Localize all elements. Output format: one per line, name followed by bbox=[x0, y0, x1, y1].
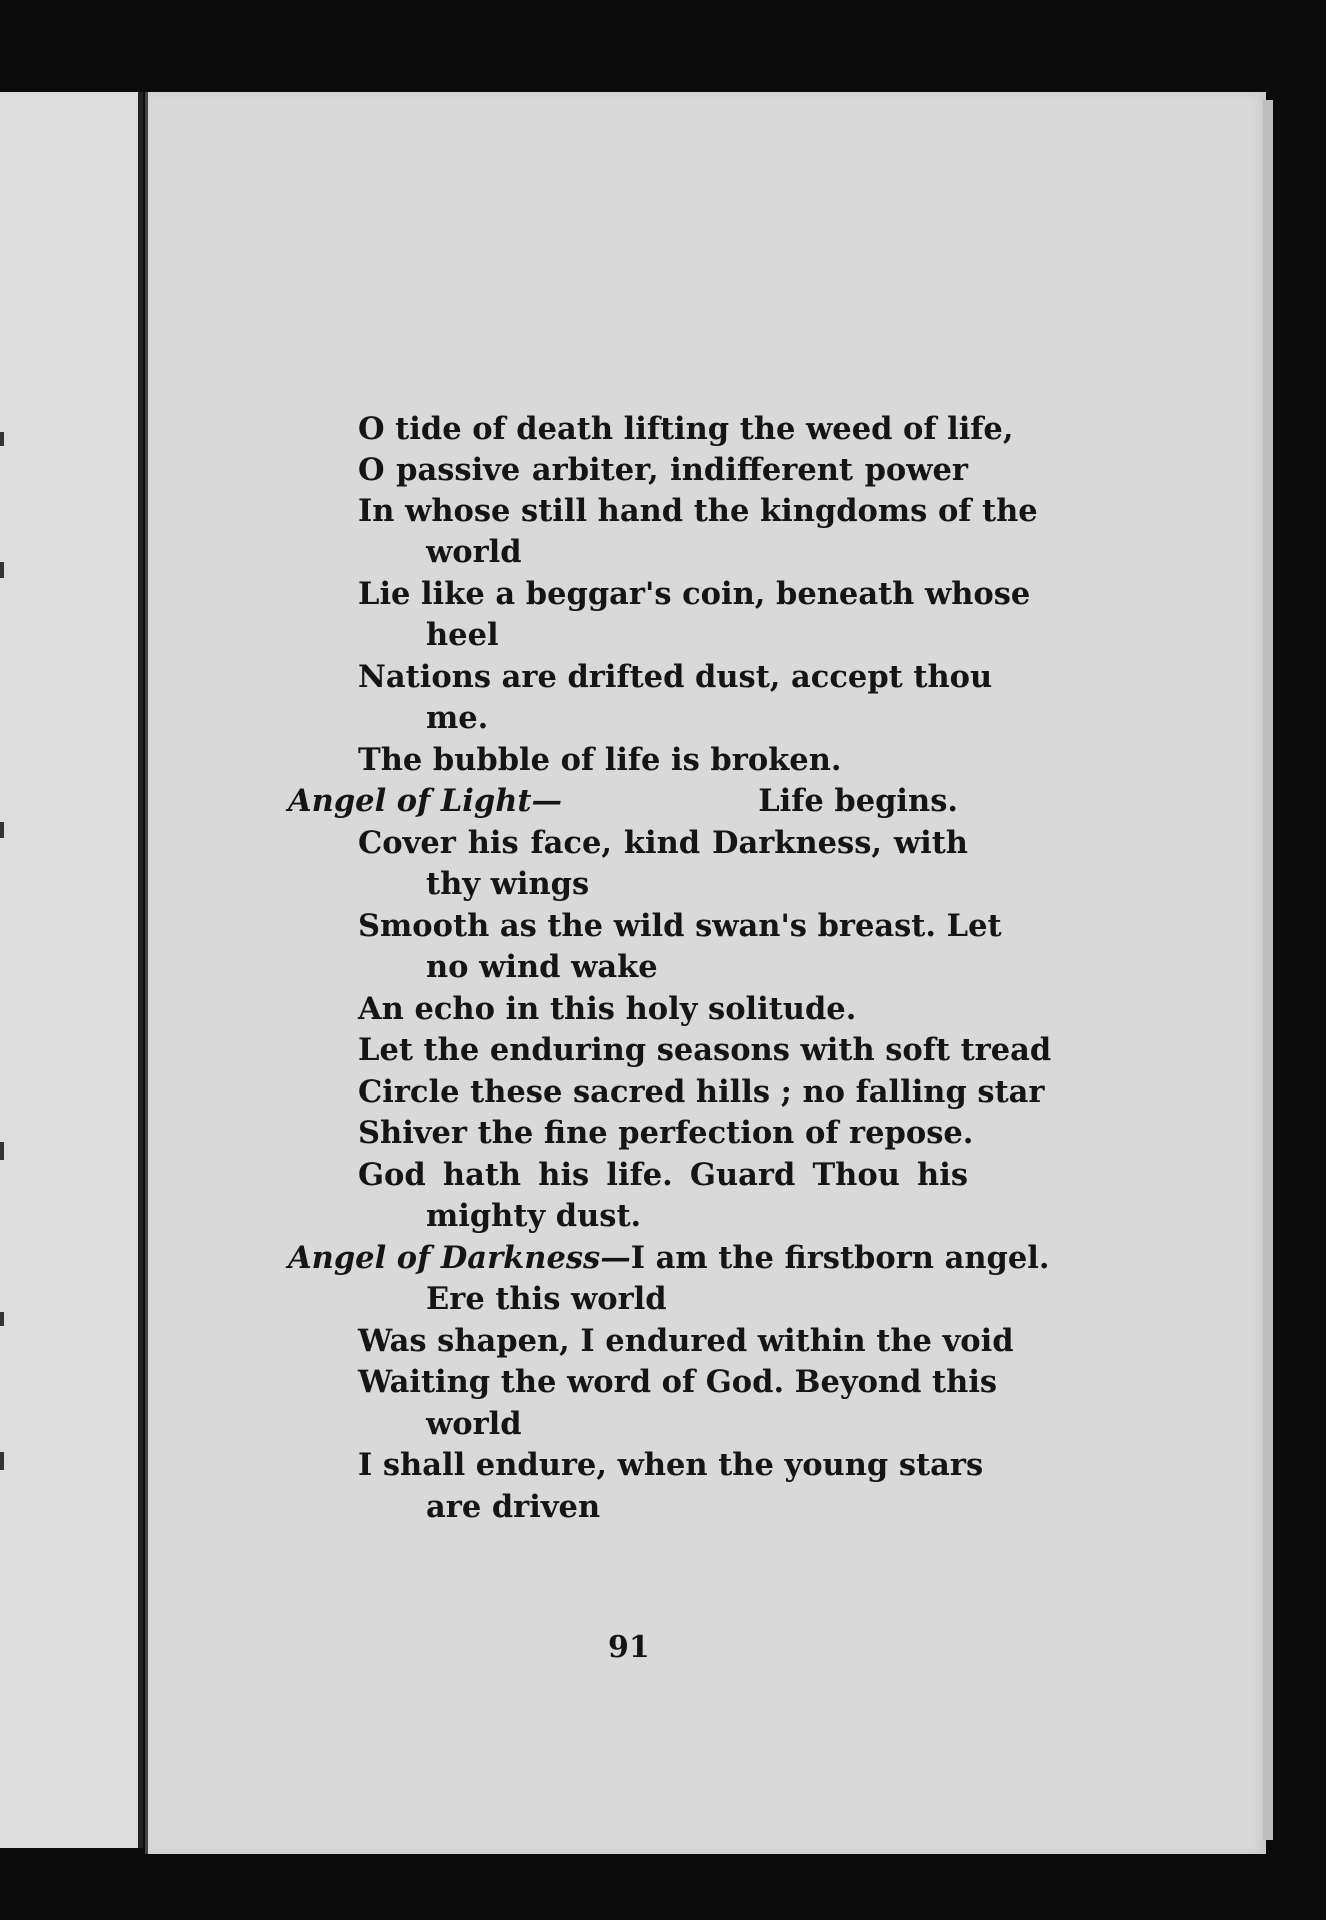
verse-line: The bubble of life is broken. bbox=[358, 742, 842, 778]
page-number: 91 bbox=[608, 1630, 650, 1665]
previous-page-edge bbox=[0, 92, 143, 1848]
speaker-name: Angel of Darkness— bbox=[288, 1240, 631, 1276]
verse-line: God hath his life. Guard Thou his bbox=[358, 1157, 968, 1193]
speaker-text: I am the firstborn angel. bbox=[630, 1240, 1050, 1276]
verse-line: I shall endure, when the young stars bbox=[358, 1447, 984, 1483]
verse-line: world bbox=[426, 1406, 522, 1442]
verse-line: In whose still hand the kingdoms of the bbox=[358, 493, 1038, 529]
verse-line: Was shapen, I endured within the void bbox=[358, 1323, 1014, 1359]
book-page bbox=[145, 92, 1266, 1854]
speaker-text: Life begins. bbox=[758, 783, 958, 819]
speaker-line-angel-of-darkness bbox=[288, 1240, 1050, 1276]
verse-line: O tide of death lifting the weed of life, bbox=[358, 411, 1014, 447]
verse-line: Let the enduring seasons with soft tread bbox=[358, 1032, 1052, 1068]
verse-line: Circle these sacred hills ; no falling star bbox=[358, 1074, 1045, 1110]
verse-line: Nations are drifted dust, accept thou bbox=[358, 659, 993, 695]
verse-line: O passive arbiter, indifferent power bbox=[358, 452, 968, 488]
verse-line: no wind wake bbox=[426, 949, 658, 985]
verse-line: mighty dust. bbox=[426, 1198, 642, 1234]
verse-line: Smooth as the wild swan's breast. Let bbox=[358, 908, 1002, 944]
verse-line: An echo in this holy solitude. bbox=[358, 991, 857, 1027]
verse-line: thy wings bbox=[426, 866, 590, 902]
verse-line: are driven bbox=[426, 1489, 601, 1525]
speaker-name: Angel of Light— bbox=[288, 783, 562, 819]
verse-line: Ere this world bbox=[426, 1281, 667, 1317]
verse-line: world bbox=[426, 534, 522, 570]
verse-line: Shiver the fine perfection of repose. bbox=[358, 1115, 974, 1151]
verse-line: Cover his face, kind Darkness, with bbox=[358, 825, 968, 861]
verse-line: heel bbox=[426, 617, 499, 653]
page-edge-shadow bbox=[1263, 100, 1273, 1840]
verse-line: me. bbox=[426, 700, 489, 736]
poem-text bbox=[148, 92, 1266, 1854]
verse-line: Lie like a beggar's coin, beneath whose bbox=[358, 576, 1031, 612]
speaker-line-angel-of-light bbox=[288, 783, 958, 819]
verse-line: Waiting the word of God. Beyond this bbox=[358, 1364, 998, 1400]
